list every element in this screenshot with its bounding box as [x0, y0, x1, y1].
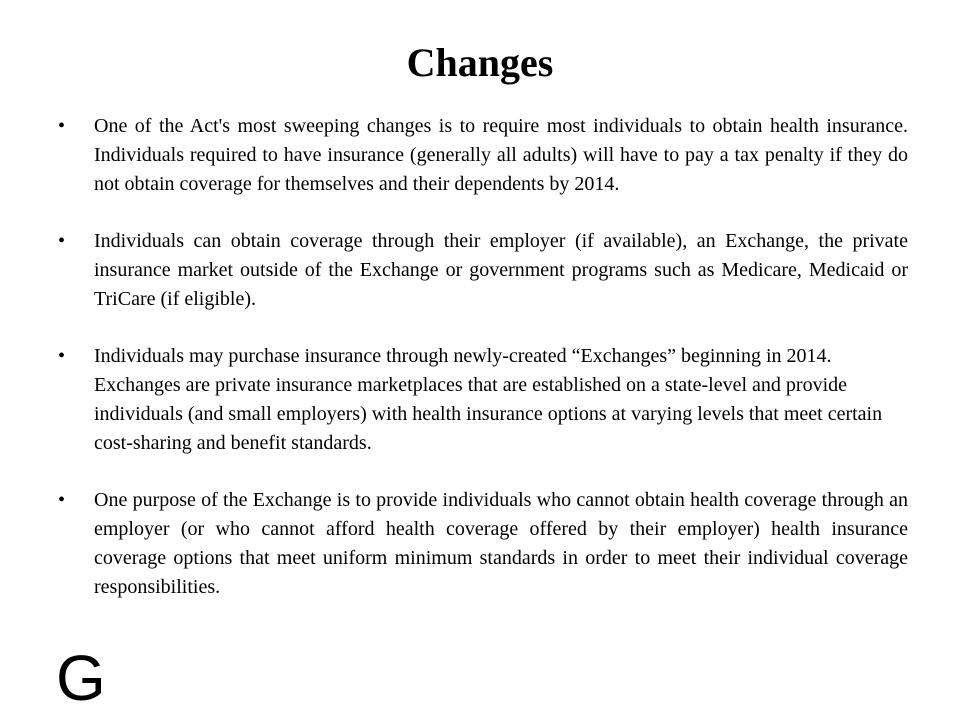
bullet-marker: •: [58, 345, 66, 367]
bullet-marker: •: [58, 230, 66, 252]
bullet-item: [52, 112, 908, 199]
bullet-text: One purpose of the Exchange is to provide individuals who cannot obtain health coverage through an employer (or who cannot afford health coverage offered by their employer) health insurance coverage options that meet uniform minimum standards in order to meet their individual coverage responsibilities.: [94, 489, 908, 598]
bullet-item: [52, 486, 908, 602]
slide-title: Changes: [406, 40, 554, 85]
bullet-list: [52, 112, 908, 630]
bullet-item: [52, 227, 908, 314]
bullet-text: Individuals may purchase insurance through newly-created “Exchanges” beginning in 2014. Exchanges are private insurance marketplaces that are established on a state-level and provide individuals (and small employers) with health insurance options at varying levels that meet certain cost-sharing and benefit standards.: [94, 345, 883, 454]
logo-letter: G: [56, 642, 106, 714]
bullet-marker: •: [58, 489, 66, 511]
bullet-text: One of the Act's most sweeping changes is to require most individuals to obtain health insurance. Individuals required to have insurance (generally all adults) will have to pay a tax penalty if they do not obtain coverage for themselves and their dependents by 2014.: [94, 115, 908, 195]
bullet-item: [52, 342, 908, 458]
bullet-marker: •: [58, 115, 66, 137]
bullet-text: Individuals can obtain coverage through their employer (if available), an Exchange, the private insurance market outside of the Exchange or government programs such as Medicare, Medicaid or TriCare (if eligible).: [94, 230, 908, 310]
